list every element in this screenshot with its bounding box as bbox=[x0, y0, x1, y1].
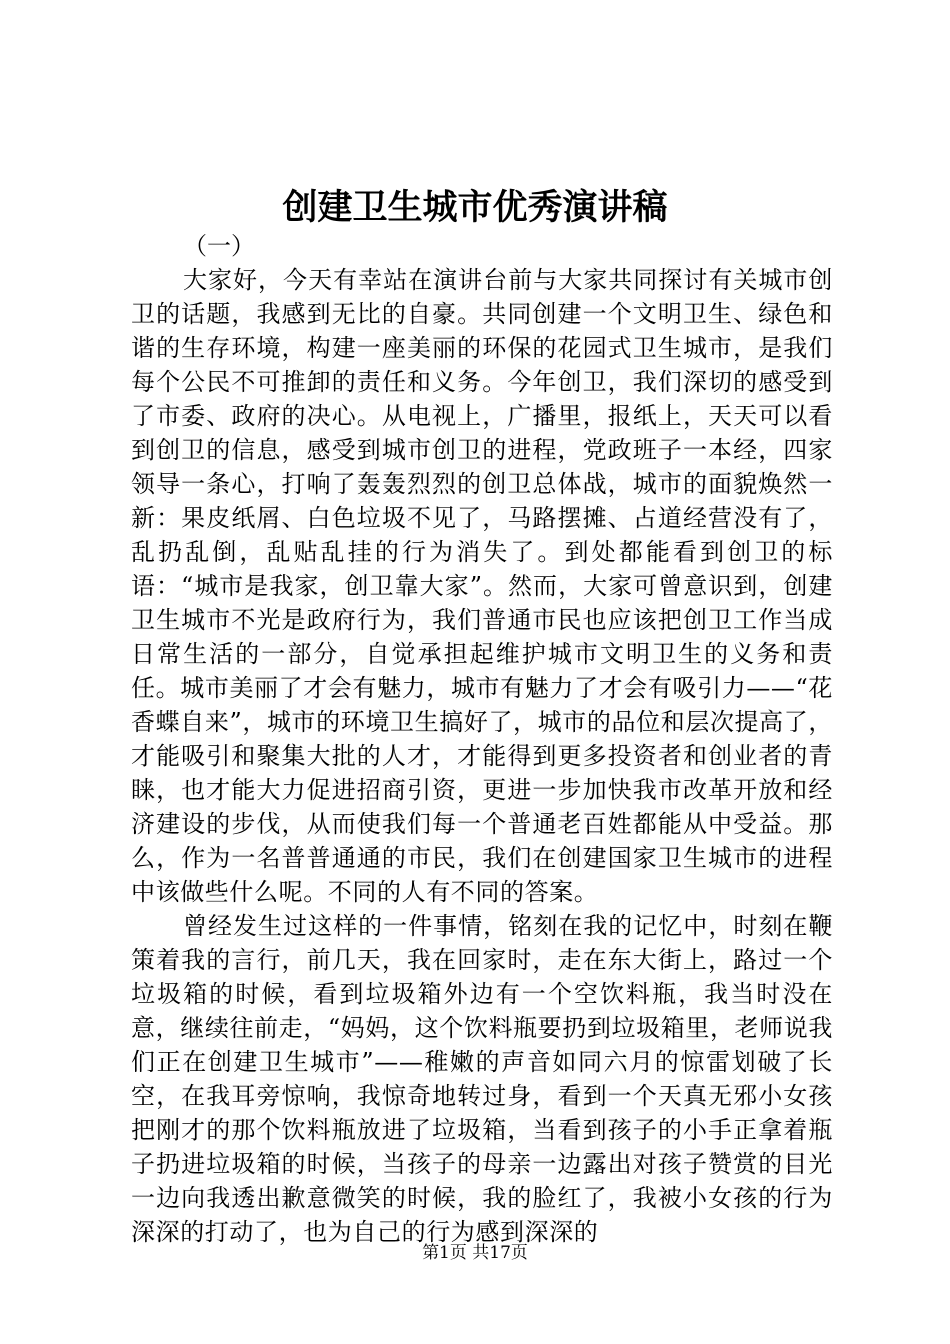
paragraph-1: 大家好，今天有幸站在演讲台前与大家共同探讨有关城市创卫的话题，我感到无比的自豪。共同创建一个文明卫生、绿色和谐的生存环境，构建一座美丽的环保的花园式卫生城市，是我们每个公民不可推卸的责任和义务。今年创卫，我们深切的感受到了市委、政府的决心。从电视上，广播里，报纸上，天天可以看到创卫的信息，感受到城市创卫的进程，党政班子一本经，四家领导一条心，打响了轰轰烈烈的创卫总体战，城市的面貌焕然一新：果皮纸屑、白色垃圾不见了，马路摆摊、占道经营没有了，乱扔乱倒，乱贴乱挂的行为消失了。到处都能看到创卫的标语：“城市是我家，创卫靠大家”。然而，大家可曾意识到，创建卫生城市不光是政府行为，我们普通市民也应该把创卫工作当成日常生活的一部分，自觉承担起维护城市文明卫生的义务和责任。城市美丽了才会有魅力，城市有魅力了才会有吸引力——“花香蝶自来”，城市的环境卫生搞好了，城市的品位和层次提高了，才能吸引和聚集大批的人才，才能得到更多投资者和创业者的青睐，也才能大力促进招商引资，更进一步加快我市改革开放和经济建设的步伐，从而使我们每一个普通老百姓都能从中受益。那么，作为一名普普通通的市民，我们在创建国家卫生城市的进程中该做些什么呢。不同的人有不同的答案。 bbox=[131, 266, 833, 906]
section-label: （一） bbox=[183, 232, 255, 260]
document-title: 创建卫生城市优秀演讲稿 bbox=[282, 187, 668, 228]
paragraph-2: 曾经发生过这样的一件事情，铭刻在我的记忆中，时刻在鞭策着我的言行，前几天，我在回家时，走在东大街上，路过一个垃圾箱的时候，看到垃圾箱外边有一个空饮料瓶，我当时没在意，继续往前走，“妈妈，这个饮料瓶要扔到垃圾箱里，老师说我们正在创建卫生城市”——稚嫩的声音如同六月的惊雷划破了长空，在我耳旁惊响，我惊奇地转过身，看到一个天真无邪小女孩把刚才的那个饮料瓶放进了垃圾箱，当看到孩子的小手正拿着瓶子扔进垃圾箱的时候，当孩子的母亲一边露出对孩子赞赏的目光一边向我透出歉意微笑的时候，我的脸红了，我被小女孩的行为深深的打动了，也为自己的行为感到深深的 bbox=[131, 912, 833, 1246]
page-footer: 第1页 共17页 bbox=[422, 1243, 528, 1263]
document-body bbox=[131, 229, 833, 1249]
